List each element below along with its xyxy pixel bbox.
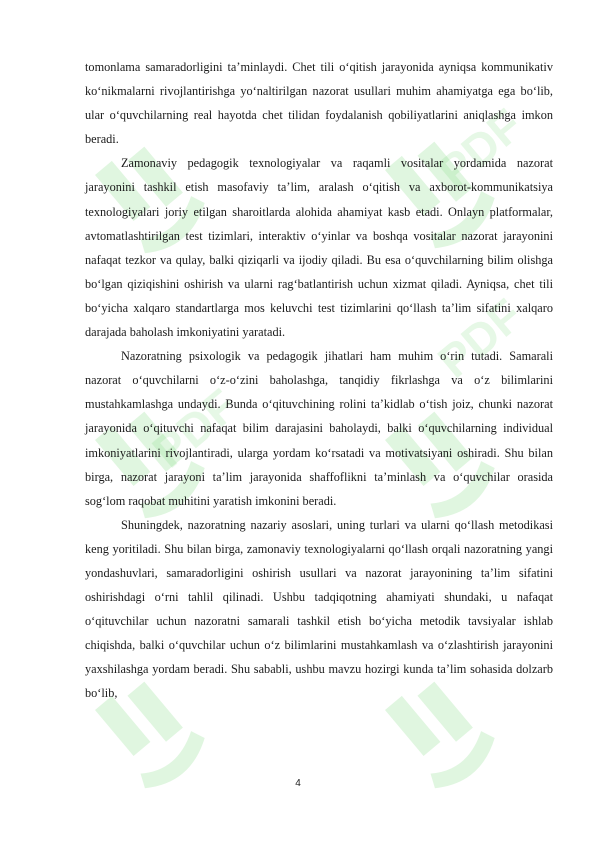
paragraph-1: tomonlama samaradorligini ta’minlaydi. Chet tili o‘qitish jarayonida ayniqsa kommunikativ ko‘nikmalarni rivojlantirishga yo‘naltirilgan nazorat usullari muhim ahamiyatga ega bo‘lib, ular o‘quvchilarning real hayotda chet tilidan foydalanish qobiliyatlarini aniqlashga imkon beradi. [85, 60, 553, 147]
svg-text:PDF: PDF [143, 378, 247, 478]
paragraph-2: Zamonaviy pedagogik texnologiyalar va raqamli vositalar yordamida nazorat jarayonini tashkil etish masofaviy ta’lim, aralash o‘qitish va axborot-kommunikatsiya texnologiyalari joriy etilgan sharoitlarda alohida ahamiyat kasb etadi. Onlayn platformalar, avtomatlashtirilgan test tizimlari, interaktiv o‘yinlar va boshqa vositalar nazorat jarayonini nafaqat tezkor va qulay, balki qiziqarli va ijodiy qiladi. Bu esa o‘quvchilarning bilim olishga bo‘lgan qiziqishini oshirish va ularni rag‘batlantirish uchun xizmat qiladi. Ayniqsa, chet tili bo‘yicha xalqaro standartlarga mos keluvchi test tizimlarini qo‘llash ta’lim sifatini xalqaro darajada baholash imkoniyatini yaratadi. [85, 156, 553, 340]
paragraph-3: Nazoratning psixologik va pedagogik jihatlari ham muhim o‘rin tutadi. Samarali nazorat o‘quvchilarni o‘z-o‘zini baholashga, tanqidiy fikrlashga va o‘z bilimlarini mustahkamlashga undaydi. Bunda o‘qituvchining rolini ta’kidlab o‘tish joiz, chunki nazorat jarayonida o‘qituvchi nafaqat bilim darajasini baholaydi, balki o‘quvchilarning individual imkoniyatlarini rivojlantiradi, ularga yordam ko‘rsatadi va motivatsiyani oshiradi. Shu bilan birga, nazorat jarayoni ta’lim jarayonida shaffoflikni ta’minlash va o‘quvchilar orasida sog‘lom raqobat muhitini yaratish imkonini beradi. [85, 349, 553, 508]
svg-text:PDF: PDF [428, 98, 532, 198]
paragraph-4: Shuningdek, nazoratning nazariy asoslari, uning turlari va ularni qo‘llash metodikasi keng yoritiladi. Shu bilan birga, zamonaviy texnologiyalarni qo‘llash orqali nazoratning yangi yondashuvlari, samaradorligini oshirish usullari va nazorat jarayonining ta’lim sifatini oshirishdagi o‘rni tahlil qilinadi. Ushbu tadqiqotning ahamiyati shundaki, u nafaqat o‘qituvchilar uchun nazoratni samarali tashkil etish bo‘yicha metodik tavsiyalar ishlab chiqishda, balki o‘quvchilar uchun o‘z bilimlarini mustahkamlash va o‘zlashtirish jarayonini yaxshilashga yordam beradi. Shu sababli, ushbu mavzu hozirgi kunda ta’lim sohasida dolzarb bo‘lib, [85, 517, 553, 701]
body-text [85, 55, 553, 706]
svg-text:PDF: PDF [428, 288, 532, 388]
page-number: 4 [295, 778, 301, 789]
